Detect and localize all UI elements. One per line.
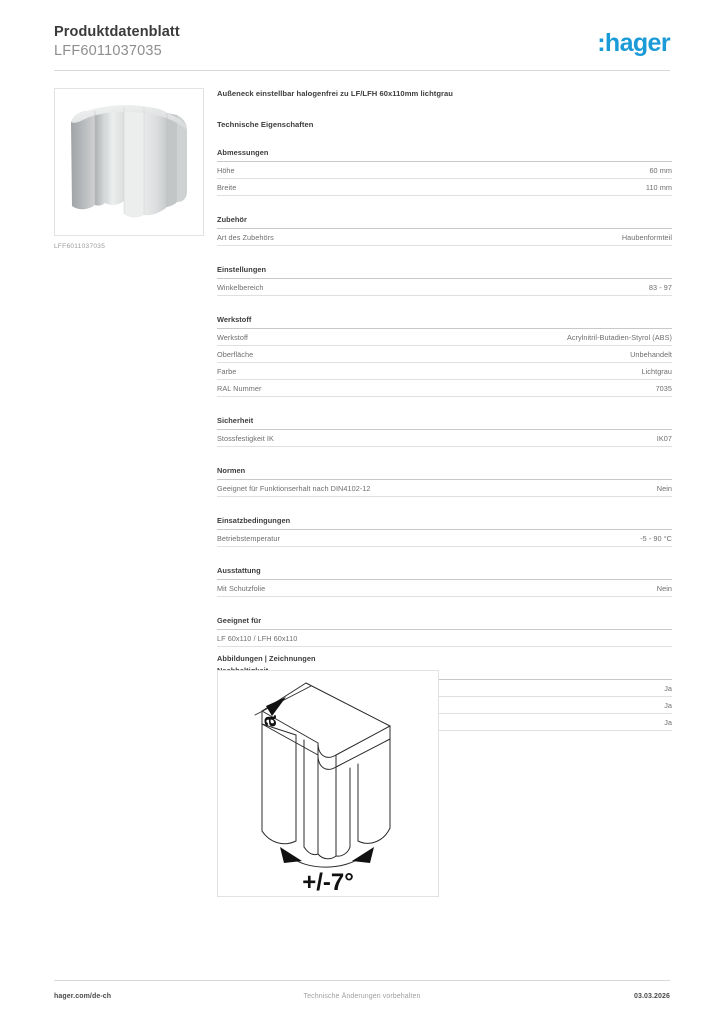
spec-group-title: Normen (217, 466, 672, 480)
spec-row (217, 346, 672, 363)
spec-group (217, 616, 672, 647)
spec-label: Farbe (217, 366, 237, 376)
spec-row (217, 480, 672, 497)
spec-value: 60 mm (649, 165, 672, 175)
spec-group (217, 315, 672, 397)
spec-group (217, 566, 672, 597)
spec-row (217, 530, 672, 547)
spec-group (217, 466, 672, 497)
spec-row (217, 380, 672, 397)
spec-group-title: Einstellungen (217, 265, 672, 279)
technical-drawing-box (217, 670, 439, 897)
spec-row (217, 162, 672, 179)
spec-label: Stossfestigkeit IK (217, 433, 274, 443)
product-figure (54, 88, 204, 250)
drawings-section (217, 654, 672, 897)
product-image-box (54, 88, 204, 236)
angle-arrow-left-icon (280, 847, 302, 863)
spec-group-title: Abmessungen (217, 148, 672, 162)
spec-group-title: Geeignet für (217, 616, 672, 630)
technical-drawing-icon (218, 671, 438, 896)
spec-label: Art des Zubehörs (217, 232, 274, 242)
page-footer (54, 993, 670, 1007)
spec-value: 7035 (655, 383, 672, 393)
spec-group-title: Einsatzbedingungen (217, 516, 672, 530)
spec-value: Nein (656, 483, 672, 493)
spec-group (217, 265, 672, 296)
spec-label: LF 60x110 / LFH 60x110 (217, 633, 298, 643)
dimension-arrow-icon (266, 697, 286, 716)
product-description: Außeneck einstellbar halogenfrei zu LF/LFH 60x110mm lichtgrau (217, 89, 453, 98)
article-number: LFF6011037035 (54, 43, 162, 59)
drawings-heading: Abbildungen | Zeichnungen (217, 654, 316, 663)
product-image-caption: LFF6011037035 (54, 243, 106, 250)
spec-label: Mit Schutzfolie (217, 583, 266, 593)
technical-properties-heading: Technische Eigenschaften (217, 120, 314, 129)
footer-disclaimer: Technische Änderungen vorbehalten (303, 993, 421, 1000)
spec-group (217, 215, 672, 246)
spec-value: Ja (664, 683, 672, 693)
hager-logo: :hager (597, 29, 670, 57)
spec-groups-container (217, 148, 672, 731)
spec-label: Höhe (217, 165, 235, 175)
footer-date: 03.03.2026 (633, 993, 670, 1000)
spec-value: 110 mm (645, 182, 672, 192)
spec-row (217, 363, 672, 380)
spec-label: Geeignet für Funktionserhalt nach DIN4102-12 (217, 483, 371, 493)
specifications-column (217, 88, 672, 731)
spec-group-title: Sicherheit (217, 416, 672, 430)
spec-value: 83 - 97 (648, 282, 672, 292)
spec-row (217, 580, 672, 597)
spec-group-title: Ausstattung (217, 566, 672, 580)
spec-row (217, 179, 672, 196)
footer-divider (54, 980, 670, 981)
spec-group (217, 416, 672, 447)
spec-value: Acrylnitril-Butadien-Styrol (ABS) (566, 332, 672, 342)
angle-value-label: +/-7° (302, 869, 354, 896)
angle-arrow-right-icon (352, 847, 374, 863)
spec-row (217, 329, 672, 346)
page-header (54, 24, 670, 70)
spec-row (217, 630, 672, 647)
spec-group (217, 148, 672, 196)
spec-label: RAL Nummer (217, 383, 262, 393)
dimension-a-label: a (258, 715, 281, 727)
spec-label: Betriebstemperatur (217, 533, 280, 543)
footer-website[interactable]: hager.com/de-ch (54, 993, 112, 1000)
spec-row (217, 229, 672, 246)
spec-value: Ja (664, 717, 672, 727)
spec-value: Haubenformteil (621, 232, 672, 242)
spec-value: Ja (664, 700, 672, 710)
spec-label: Winkelbereich (217, 282, 264, 292)
spec-value: Nein (656, 583, 672, 593)
spec-value: Unbehandelt (630, 349, 672, 359)
spec-value: -5 - 90 °C (640, 533, 672, 543)
spec-group-title: Werkstoff (217, 315, 672, 329)
spec-label: Breite (217, 182, 237, 192)
spec-label: Werkstoff (217, 332, 248, 342)
spec-label: Oberfläche (217, 349, 254, 359)
spec-row (217, 430, 672, 447)
spec-value: IK07 (656, 433, 672, 443)
spec-group-title: Zubehör (217, 215, 672, 229)
spec-row (217, 279, 672, 296)
spec-group (217, 516, 672, 547)
page-title: Produktdatenblatt (54, 24, 180, 40)
header-divider (54, 70, 670, 71)
product-photo-icon (55, 89, 203, 235)
spec-value: Lichtgrau (641, 366, 672, 376)
